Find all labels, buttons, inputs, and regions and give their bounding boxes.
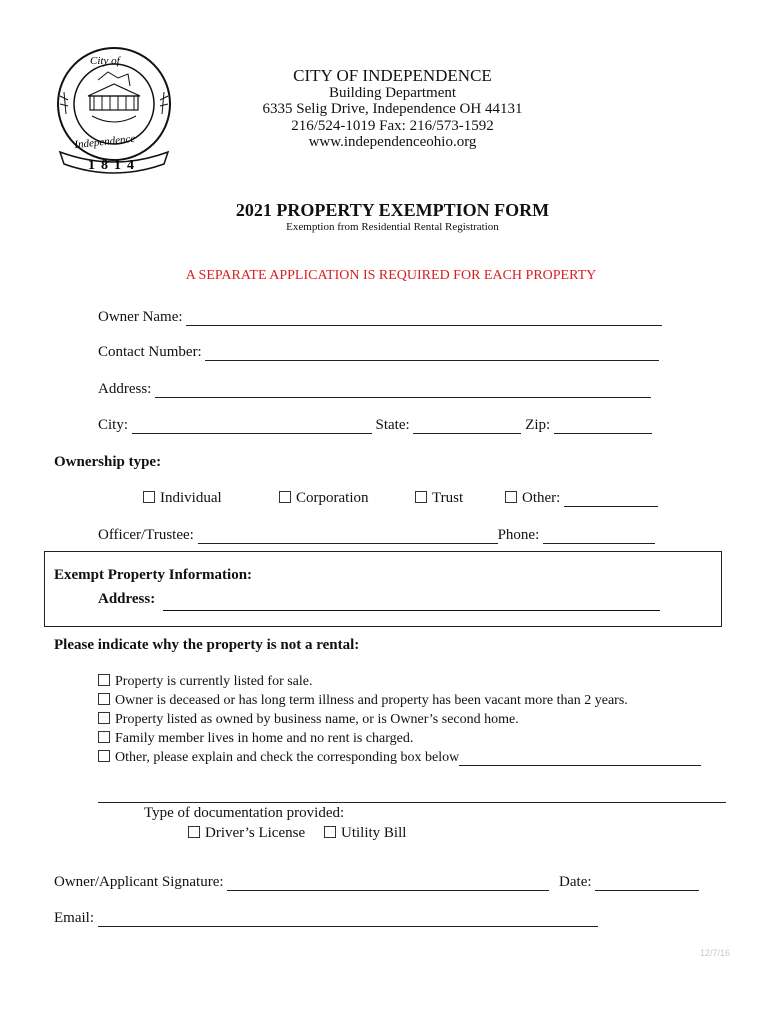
address-row — [98, 381, 651, 398]
exempt-address-label: Address: — [98, 591, 156, 607]
reason-label: Other, please explain and check the corresponding box below — [115, 750, 460, 765]
trust-label: Trust — [432, 490, 464, 506]
exempt-property-heading: Exempt Property Information: — [54, 567, 253, 583]
reason-item[interactable] — [98, 712, 519, 728]
reason-checkbox[interactable] — [98, 731, 110, 743]
individual-checkbox[interactable] — [143, 491, 155, 503]
ownership-option-corporation[interactable] — [279, 490, 369, 507]
seal-year: 1814 — [88, 158, 140, 173]
reason-item[interactable] — [98, 693, 628, 709]
signature-label: Owner/Applicant Signature: — [54, 874, 224, 890]
doc-option-drivers-license[interactable] — [188, 825, 305, 842]
other-checkbox[interactable] — [505, 491, 517, 503]
state-field[interactable] — [413, 420, 521, 434]
reason-checkbox[interactable] — [98, 750, 110, 762]
ownership-option-individual[interactable] — [143, 490, 222, 507]
city-state-zip-row — [98, 417, 652, 434]
utility-bill-label: Utility Bill — [341, 825, 407, 841]
signature-row — [54, 874, 699, 891]
reason-item[interactable] — [98, 750, 701, 766]
ownership-option-trust[interactable] — [415, 490, 463, 507]
utility-bill-checkbox[interactable] — [324, 826, 336, 838]
separate-application-notice: A SEPARATE APPLICATION IS REQUIRED FOR EACH PROPERTY — [185, 268, 597, 283]
dept-phone: 216/524-1019 Fax: 216/573-1592 — [291, 118, 494, 134]
dept-website[interactable]: www.independenceohio.org — [308, 134, 477, 150]
reason-label: Property listed as owned by business name, or is Owner’s second home. — [115, 712, 519, 727]
officer-trustee-row — [98, 527, 655, 544]
city-seal-logo — [52, 44, 176, 174]
documentation-heading: Type of documentation provided: — [144, 805, 345, 821]
other-label: Other: — [522, 490, 561, 506]
owner-name-label: Owner Name: — [98, 309, 183, 325]
reason-checkbox[interactable] — [98, 712, 110, 724]
corporation-checkbox[interactable] — [279, 491, 291, 503]
address-label: Address: — [98, 381, 152, 397]
date-label: Date: — [559, 874, 592, 890]
contact-number-label: Contact Number: — [98, 344, 202, 360]
reason-checkbox[interactable] — [98, 693, 110, 705]
email-field[interactable] — [98, 913, 598, 927]
drivers-license-label: Driver’s License — [205, 825, 306, 841]
department: Building Department — [328, 85, 457, 101]
city-name: CITY OF INDEPENDENCE — [293, 66, 492, 85]
reason-item[interactable] — [98, 731, 413, 747]
form-subtitle: Exemption from Residential Rental Registration — [286, 221, 499, 233]
officer-trustee-label: Officer/Trustee: — [98, 527, 194, 543]
contact-number-row — [98, 344, 659, 361]
owner-name-row — [98, 309, 662, 326]
reason-label: Property is currently listed for sale. — [115, 674, 313, 689]
reason-item[interactable] — [98, 674, 313, 690]
contact-number-field[interactable] — [205, 347, 659, 361]
other-explain-line-2[interactable] — [98, 802, 726, 803]
owner-name-field[interactable] — [186, 312, 662, 326]
dept-address: 6335 Selig Drive, Independence OH 44131 — [262, 101, 523, 117]
zip-field[interactable] — [554, 420, 652, 434]
officer-phone-field[interactable] — [543, 530, 655, 544]
city-field[interactable] — [132, 420, 372, 434]
email-row — [54, 910, 598, 927]
reason-checkbox[interactable] — [98, 674, 110, 686]
other-field[interactable] — [564, 493, 658, 507]
email-label: Email: — [54, 910, 94, 926]
ownership-option-other[interactable] — [505, 490, 658, 507]
seal-top-text: City of — [90, 55, 120, 67]
date-field[interactable] — [595, 877, 699, 891]
corporation-label: Corporation — [296, 490, 369, 506]
city-label: City: — [98, 417, 129, 433]
state-label: State: — [375, 417, 410, 433]
zip-label: Zip: — [525, 417, 551, 433]
address-field[interactable] — [155, 384, 651, 398]
doc-option-utility-bill[interactable] — [324, 825, 406, 842]
form-title: 2021 PROPERTY EXEMPTION FORM — [235, 200, 550, 220]
reason-label: Family member lives in home and no rent is charged. — [115, 731, 414, 746]
exempt-property-box — [44, 551, 722, 627]
seal-bottom-text: Independence — [73, 132, 136, 152]
reason-label: Owner is deceased or has long term illness and property has been vacant more than 2 years. — [115, 693, 628, 708]
exempt-address-field[interactable] — [163, 610, 660, 611]
drivers-license-checkbox[interactable] — [188, 826, 200, 838]
officer-trustee-field[interactable] — [198, 530, 498, 544]
revision-date: 12/7/16 — [699, 948, 730, 958]
reasons-heading: Please indicate why the property is not a rental: — [54, 637, 360, 653]
signature-field[interactable] — [227, 877, 549, 891]
officer-phone-label: Phone: — [497, 527, 540, 543]
individual-label: Individual — [160, 490, 222, 506]
other-explain-field[interactable] — [459, 752, 701, 766]
ownership-type-heading: Ownership type: — [54, 454, 162, 470]
trust-checkbox[interactable] — [415, 491, 427, 503]
